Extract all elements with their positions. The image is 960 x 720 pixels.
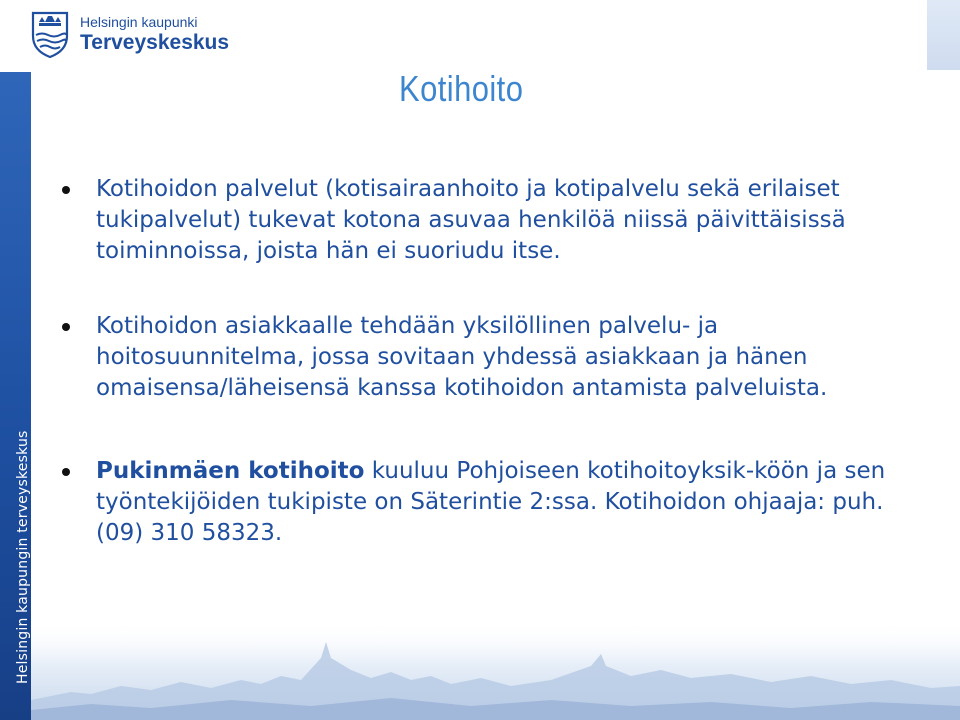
- helsinki-crest-icon: [30, 10, 70, 58]
- bullet-bold-text: Pukinmäen kotihoito: [96, 458, 365, 484]
- city-skyline-illustration: [31, 620, 960, 720]
- logo-org-name: Terveyskeskus: [80, 31, 230, 54]
- logo-city-name: Helsingin kaupunki: [80, 14, 198, 30]
- side-band-text: Helsingin kaupungin terveyskeskus: [15, 430, 31, 684]
- bullet-list: [60, 174, 890, 549]
- bullet-item: [60, 311, 890, 404]
- bullet-text: Kotihoidon palvelut (kotisairaanhoito ja kotipalvelu sekä erilaiset tukipalvelut) tukevat kotona asuvaa henkilöä niissä päivittäisissä toiminnoissa, joista hän ei suoriudu itse.: [96, 176, 846, 264]
- bullet-text: kuuluu Pohjoiseen kotihoitoyksik-köön ja sen työntekijöiden tukipiste on Säterintie 2:ssa. Kotihoidon ohjaaja: puh. (09) 310 58323.: [96, 458, 886, 546]
- corner-decoration: [927, 0, 960, 70]
- bullet-item: [60, 174, 890, 267]
- bullet-item: [60, 456, 890, 549]
- bullet-text: Kotihoidon asiakkaalle tehdään yksilöllinen palvelu- ja hoitosuunnitelma, jossa sovitaan yhdessä asiakkaan ja hänen omaisensa/läheisensä kanssa kotihoidon antamista palveluista.: [96, 313, 828, 401]
- page-title: Kotihoito: [399, 68, 524, 109]
